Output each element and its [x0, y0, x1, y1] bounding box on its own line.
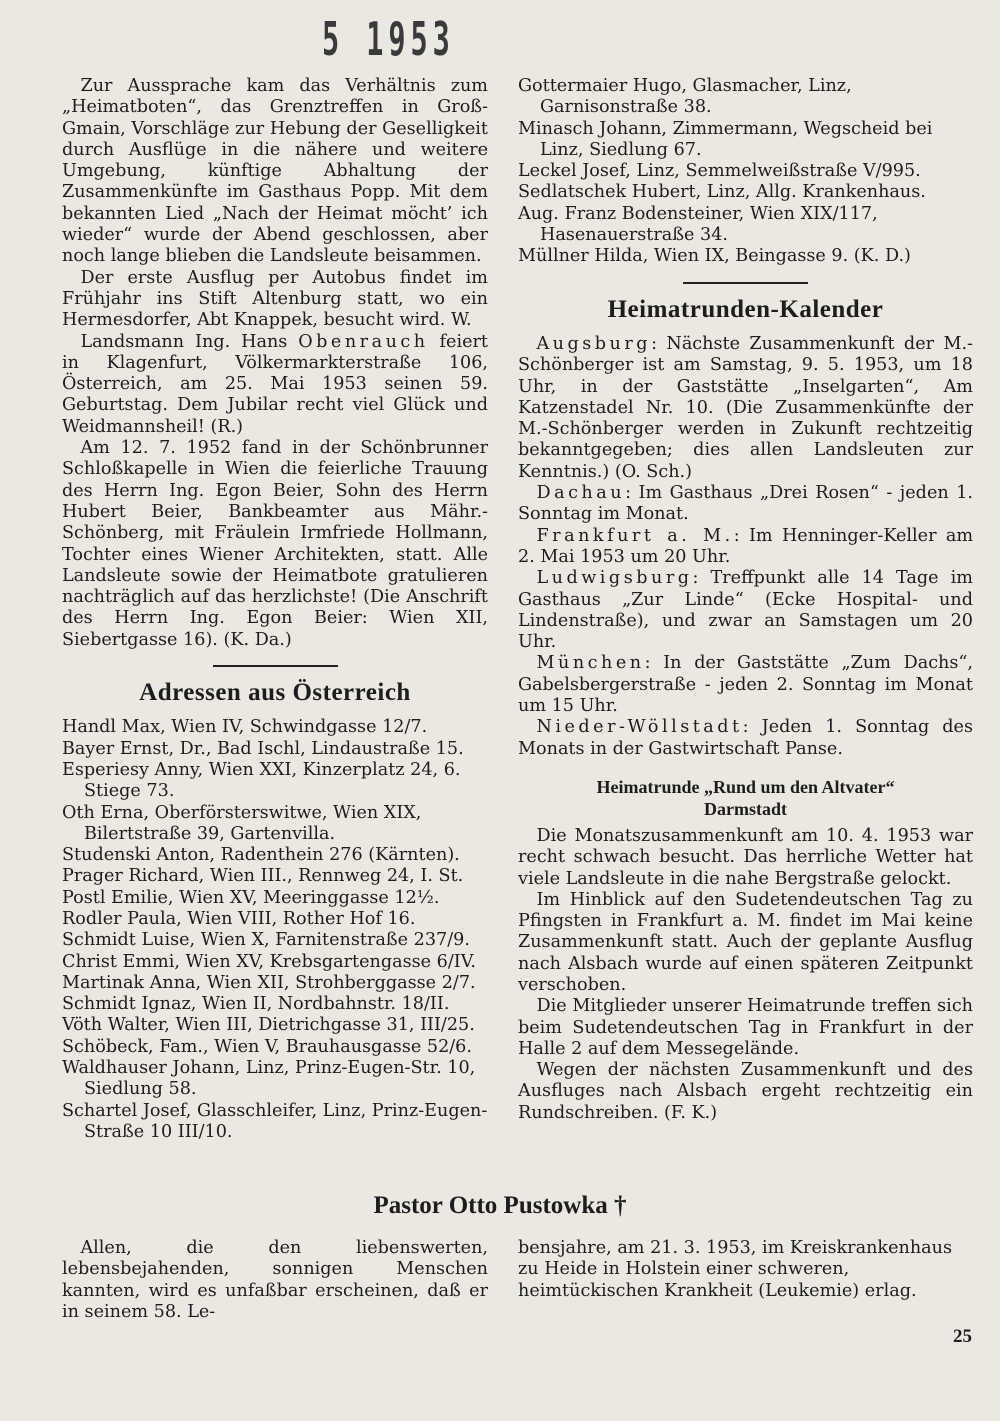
calendar-entry: Augsburg: Nächste Zusammenkunft der M.-Schönberger ist am Samstag, 9. 5. 1953, um 18 Uhr, in der Gaststätte „Inselgarten“, Am Katzenstadel Nr. 10. (Die Zusammenkünfte der M.-Schönberger werden in Zukunft rechtzeitig bekanntgegeben; dies allen Landsleuten zur Kenntnis.) (O. Sch.) — [518, 333, 973, 482]
city-name: Dachau — [536, 483, 626, 504]
list-item: Handl Max, Wien IV, Schwindgasse 12/7. — [62, 717, 428, 738]
address-list — [62, 717, 488, 1143]
calendar-entry: Nieder-Wöllstadt: Jeden 1. Sonntag des Monats in der Gastwirtschaft Panse. — [518, 717, 973, 759]
list-item: Schmidt Luise, Wien X, Farnitenstraße 237/9. — [62, 930, 470, 951]
wedding-paragraph: Am 12. 7. 1952 fand in der Schönbrunner Schloßkapelle in Wien die feierliche Trauung des Herrn Ing. Egon Beier, Sohn des Herrn Hubert Beier, Bankbeamter aus Mähr.-Schönberg, mit Fräulein Irmfriede Hollmann, Tochter eines Wiener Architekten, statt. Alle Landsleute sowie der Heimatbote gratulieren nachträglich auf das herzlichste! (Die Anschrift des Herrn Ing. Egon Beier: Wien XII, Siebertgasse 16). (K. Da.) — [62, 438, 488, 650]
list-item: Postl Emilie, Wien XV, Meeringgasse 12½. — [62, 887, 440, 908]
list-item: Studenski Anton, Radenthein 276 (Kärnten). — [62, 845, 460, 866]
list-item: Oth Erna, Oberförsterswitwe, Wien XIX, Bilertstraße 39, Gartenvilla. — [62, 802, 422, 844]
excursion-paragraph: Der erste Ausflug per Autobus findet im Frühjahr ins Stift Altenburg statt, wo ein Hermesdorfer, Abt Knappek, besucht wird. W. — [62, 267, 488, 331]
calendar-list — [518, 334, 973, 760]
list-item: Schartel Josef, Glasschleifer, Linz, Prinz-Eugen-Straße 10 III/10. — [62, 1100, 488, 1142]
obituary-text-right: bensjahre, am 21. 3. 1953, im Kreiskrankenhaus zu Heide in Holstein einer schweren, heimtückischen Krankheit (Leukemie) erlag. — [518, 1238, 952, 1301]
list-item: Schmidt Ignaz, Wien II, Nordbahnstr. 18/II. — [62, 994, 450, 1015]
altvater-paragraph: Im Hinblick auf den Sudetendeutschen Tag zu Pfingsten in Frankfurt a. M. findet im Mai keine Zusammenkunft statt. Auch der geplante Ausflug nach Alsbach wurde auf einen späteren Zeitpunkt verschoben. — [518, 889, 973, 995]
list-item: Esperiesy Anny, Wien XXI, Kinzerplatz 24, 6. Stiege 73. — [62, 759, 461, 802]
left-column — [62, 76, 488, 1143]
addresses-heading: Adressen aus Österreich — [139, 679, 411, 707]
list-item: Schöbeck, Fam., Wien V, Brauhausgasse 52/6. — [62, 1036, 472, 1057]
list-item: Martinak Anna, Wien XII, Strohberggasse 2/7. — [62, 972, 476, 993]
list-item: Waldhauser Johann, Linz, Prinz-Eugen-Str. 10, Siedlung 58. — [62, 1058, 476, 1100]
list-item: Minasch Johann, Zimmermann, Wegscheid bei Linz, Siedlung 67. — [518, 118, 933, 160]
list-item: Müllner Hilda, Wien IX, Beingasse 9. (K. D.) — [518, 246, 911, 267]
altvater-heading: Heimatrunde „Rund um den Altvater“ Darmstadt — [596, 776, 895, 819]
altvater-paragraph: Wegen der nächsten Zusammenkunft und des Ausfluges nach Alsbach ergeht rechtzeitig ein Rundschreiben. (F. K.) — [518, 1060, 973, 1123]
section-divider — [213, 665, 338, 667]
list-item: Prager Richard, Wien III., Rennweg 24, I. St. — [62, 866, 464, 887]
list-item: Gottermaier Hugo, Glasmacher, Linz, Garnisonstraße 38. — [518, 76, 852, 118]
calendar-heading: Heimatrunden-Kalender — [607, 295, 884, 323]
calendar-entry: München: In der Gaststätte „Zum Dachs“, Gabelsbergerstraße - jeden 2. Sonntag im Monat um 15 Uhr. — [518, 653, 973, 717]
city-name: Augsburg — [536, 333, 652, 354]
intro-paragraph: Zur Aussprache kam das Verhältnis zum „Heimatboten“, das Grenztreffen in Groß-Gmain, Vorschläge zur Hebung der Geselligkeit durch Ausflüge in die nähere und weitere Umgebung, künftige Abhaltung der Zusammenkünfte im Gasthaus Popp. Mit dem bekannten Lied „Nach der Heimat möcht’ ich wieder“ wurde der Abend geschlossen, aber noch lange blieben die Landsleute beisammen. — [62, 76, 488, 267]
list-item: Leckel Josef, Linz, Semmelweißstraße V/995. — [518, 161, 921, 182]
calendar-entry: Ludwigsburg: Treffpunkt alle 14 Tage im Gasthaus „Zur Linde“ (Ecke Hospital- und Lindenstraße), und zwar an Samstagen um 20 Uhr. — [518, 568, 973, 653]
birthday-paragraph: Landsmann Ing. Hans Obenrauch feiert in Klagenfurt, Völkermarkterstraße 106, Österreich, am 25. Mai 1953 seinen 59. Geburtstag. Dem Jubilar recht viel Glück und Weidmannsheil! (R.) — [62, 331, 488, 437]
right-column — [518, 76, 973, 1124]
city-name: München — [536, 653, 645, 674]
list-item: Christ Emmi, Wien XV, Krebsgartengasse 6/IV. — [62, 951, 476, 972]
list-item: Vöth Walter, Wien III, Dietrichgasse 31, III/25. — [62, 1015, 475, 1036]
city-name: Ludwigsburg — [536, 568, 693, 589]
list-item: Bayer Ernst, Dr., Bad Ischl, Lindaustraße 15. — [62, 738, 464, 759]
city-name: Frankfurt a. M. — [536, 525, 734, 546]
obituary-text-left: Allen, die den liebenswerten, lebensbejahenden, sonnigen Menschen kannten, wird es unfaßbar erscheinen, daß er in seinem 58. Le- — [62, 1238, 488, 1322]
section-divider — [683, 282, 808, 284]
spaced-name: Obenrauch — [298, 331, 429, 352]
calendar-entry: Dachau: Im Gasthaus „Drei Rosen“ - jeden 1. Sonntag im Monat. — [518, 483, 973, 525]
list-item: Sedlatschek Hubert, Linz, Allg. Krankenhaus. — [518, 182, 926, 203]
page-number: 25 — [953, 1326, 972, 1347]
altvater-paragraph: Die Mitglieder unserer Heimatrunde treffen sich beim Sudetendeutschen Tag in Frankfurt in der Halle 2 auf dem Messegelände. — [518, 996, 973, 1059]
city-name: Nieder-Wöllstadt — [536, 717, 743, 738]
list-item: Rodler Paula, Wien VIII, Rother Hof 16. — [62, 908, 416, 929]
altvater-paragraph: Die Monatszusammenkunft am 10. 4. 1953 war recht schwach besucht. Das herrliche Wetter hat viele Landsleute in die nahe Bergstraße gelockt. — [518, 825, 973, 889]
issue-stamp: 5 1953 — [322, 12, 455, 66]
address-list-continued — [518, 76, 973, 268]
calendar-entry: Frankfurt a. M.: Im Henninger-Keller am 2. Mai 1953 um 20 Uhr. — [518, 525, 974, 567]
list-item: Aug. Franz Bodensteiner, Wien XIX/117, Hasenauerstraße 34. — [518, 203, 878, 246]
obituary-heading: Pastor Otto Pustowka † — [373, 1192, 627, 1219]
